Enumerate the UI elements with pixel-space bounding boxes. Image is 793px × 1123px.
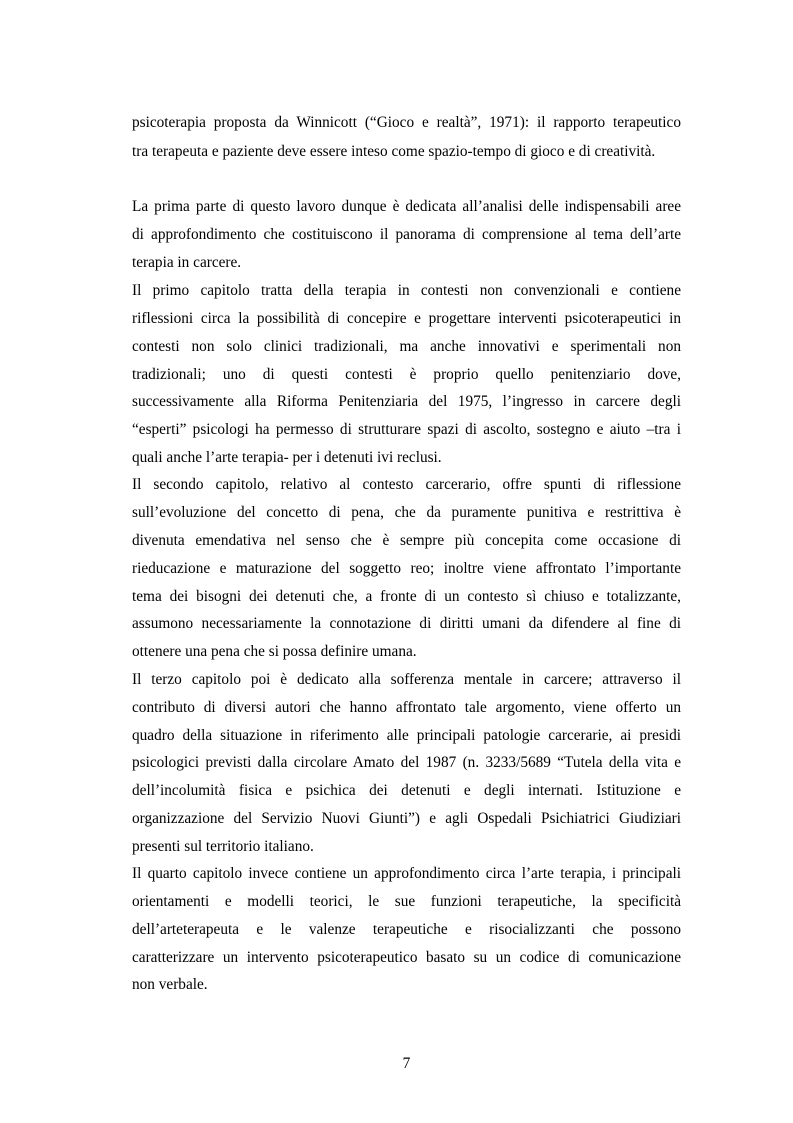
text-line: Il primo capitolo tratta della terapia in contesti non convenzionali e contiene <box>132 282 681 299</box>
text-line: psicologici previsti dalla circolare Amato del 1987 (n. 3233/5689 “Tutela della vita e <box>132 754 681 771</box>
text-line: Il terzo capitolo poi è dedicato alla sofferenza mentale in carcere; attraverso il <box>132 671 681 688</box>
text-line: dell’arteterapeuta e le valenze terapeutiche e risocializzanti che possono <box>132 921 681 938</box>
text-line: “esperti” psicologi ha permesso di strutturare spazi di ascolto, sostegno e aiuto –tra i <box>132 421 681 438</box>
text-line: quali anche l’arte terapia- per i detenuti ivi reclusi. <box>132 449 442 466</box>
text-line: riflessioni circa la possibilità di concepire e progettare interventi psicoterapeutici in <box>132 310 681 327</box>
text-line: rieducazione e maturazione del soggetto reo; inoltre viene affrontato l’importante <box>132 560 681 577</box>
text-line: organizzazione del Servizio Nuovi Giunti”) e agli Ospedali Psichiatrici Giudiziari <box>132 810 681 827</box>
text-line: La prima parte di questo lavoro dunque è dedicata all’analisi delle indispensabili aree <box>132 198 681 215</box>
text-line: quadro della situazione in riferimento alle principali patologie carcerarie, ai presidi <box>132 727 681 744</box>
text-line: successivamente alla Riforma Penitenziaria del 1975, l’ingresso in carcere degli <box>132 393 681 410</box>
text-line: Il quarto capitolo invece contiene un approfondimento circa l’arte terapia, i principali <box>132 865 681 882</box>
text-line: tradizionali; uno di questi contesti è proprio quello penitenziario dove, <box>132 366 681 383</box>
text-line: psicoterapia proposta da Winnicott (“Gioco e realtà”, 1971): il rapporto terapeutico <box>132 114 681 131</box>
text-line: assumono necessariamente la connotazione di diritti umani da difendere al fine di <box>132 615 681 632</box>
text-line: contributo di diversi autori che hanno affrontato tale argomento, viene offerto un <box>132 699 681 716</box>
text-line: non verbale. <box>132 976 208 993</box>
text-line: Il secondo capitolo, relativo al contesto carcerario, offre spunti di riflessione <box>132 476 681 493</box>
text-line: divenuta emendativa nel senso che è sempre più concepita come occasione di <box>132 532 681 549</box>
text-line: tema dei bisogni dei detenuti che, a fronte di un contesto sì chiuso e totalizzante, <box>132 588 681 605</box>
text-line: orientamenti e modelli teorici, le sue funzioni terapeutiche, la specificità <box>132 893 681 910</box>
text-line: presenti sul territorio italiano. <box>132 838 314 855</box>
text-line: di approfondimento che costituiscono il panorama di comprensione al tema dell’arte <box>132 226 681 243</box>
text-line: dell’incolumità fisica e psichica dei detenuti e degli internati. Istituzione e <box>132 782 681 799</box>
text-line: caratterizzare un intervento psicoterapeutico basato su un codice di comunicazione <box>132 949 681 966</box>
text-line: ottenere una pena che si possa definire umana. <box>132 643 417 660</box>
text-line: terapia in carcere. <box>132 254 242 271</box>
text-line: tra terapeuta e paziente deve essere inteso come spazio-tempo di gioco e di creatività. <box>132 143 656 160</box>
text-line: contesti non solo clinici tradizionali, ma anche innovativi e sperimentali non <box>132 338 681 355</box>
page-number: 7 <box>402 1055 411 1072</box>
text-line: sull’evoluzione del concetto di pena, che da puramente punitiva e restrittiva è <box>132 504 681 521</box>
